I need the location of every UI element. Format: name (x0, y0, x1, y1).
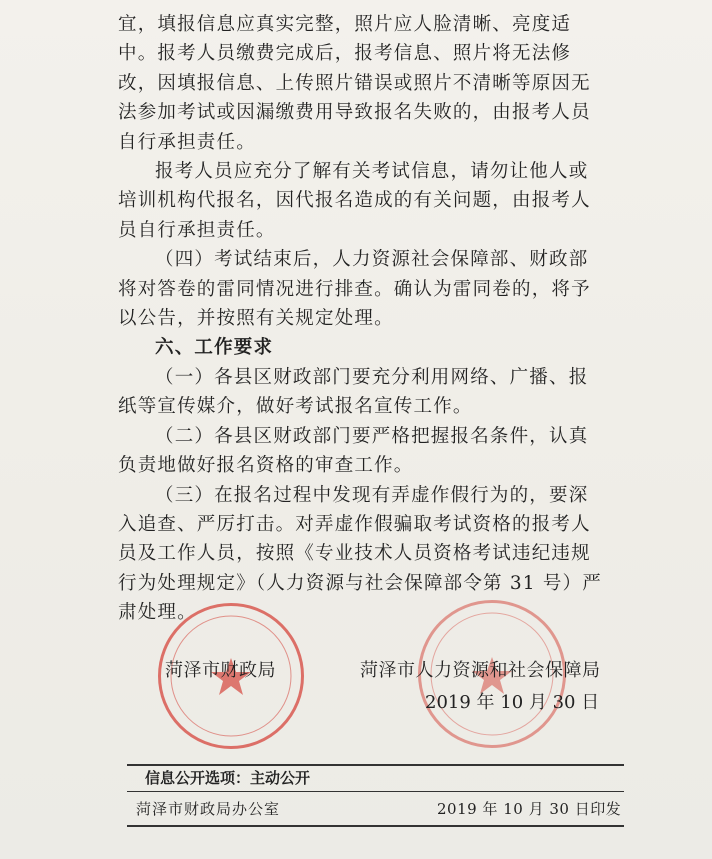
issuing-office: 菏泽市财政局办公室 (136, 800, 281, 818)
divider-middle (127, 791, 624, 792)
paragraph-2: 报考人员应充分了解有关考试信息，请勿让他人或培训机构代报名，因代报名造成的有关问题，由报考人员自行承担责任。 (118, 161, 591, 241)
divider-top (127, 764, 624, 766)
issue-date: 2019 年 10 月 30 日 (425, 692, 600, 713)
disclosure-option: 信息公开选项：主动公开 (145, 769, 311, 787)
print-date: 2019 年 10 月 30 日印发 (437, 800, 622, 818)
paragraph-3: （四）考试结束后，人力资源社会保障部、财政部将对答卷的雷同情况进行排查。确认为雷同卷的，将予以公告，并按照有关规定处理。 (118, 249, 591, 330)
issuer-hrss-bureau: 菏泽市人力资源和社会保障局 (360, 660, 601, 681)
section-heading: 六、工作要求 (155, 337, 274, 359)
divider-bottom (127, 825, 624, 827)
requirement-2: （二）各县区财政部门要严格把握报名条件，认真负责地做好报名资格的审查工作。 (118, 425, 589, 477)
requirement-3: （三）在报名过程中发现有弄虚作假行为的，要深入追查、严厉打击。对弄虚作假骗取考试资格的报考人员及工作人员，按照《专业技术人员资格考试违纪违规行为处理规定》（人力资源与社会保障部令第 31 号）严肃处理。 (118, 484, 602, 624)
paragraph-1: 宜，填报信息应真实完整，照片应人脸清晰、亮度适中。报考人员缴费完成后，报考信息、照片将无法修改，因填报信息、上传照片错误或照片不清晰等原因无法参加考试或因漏缴费用导致报名失败的，由报考人员自行承担责任。 (118, 14, 591, 153)
document-body (118, 10, 606, 628)
issuer-finance-bureau: 菏泽市财政局 (165, 660, 276, 681)
requirement-1: （一）各县区财政部门要充分利用网络、广播、报纸等宣传媒介，做好考试报名宣传工作。 (118, 366, 589, 418)
